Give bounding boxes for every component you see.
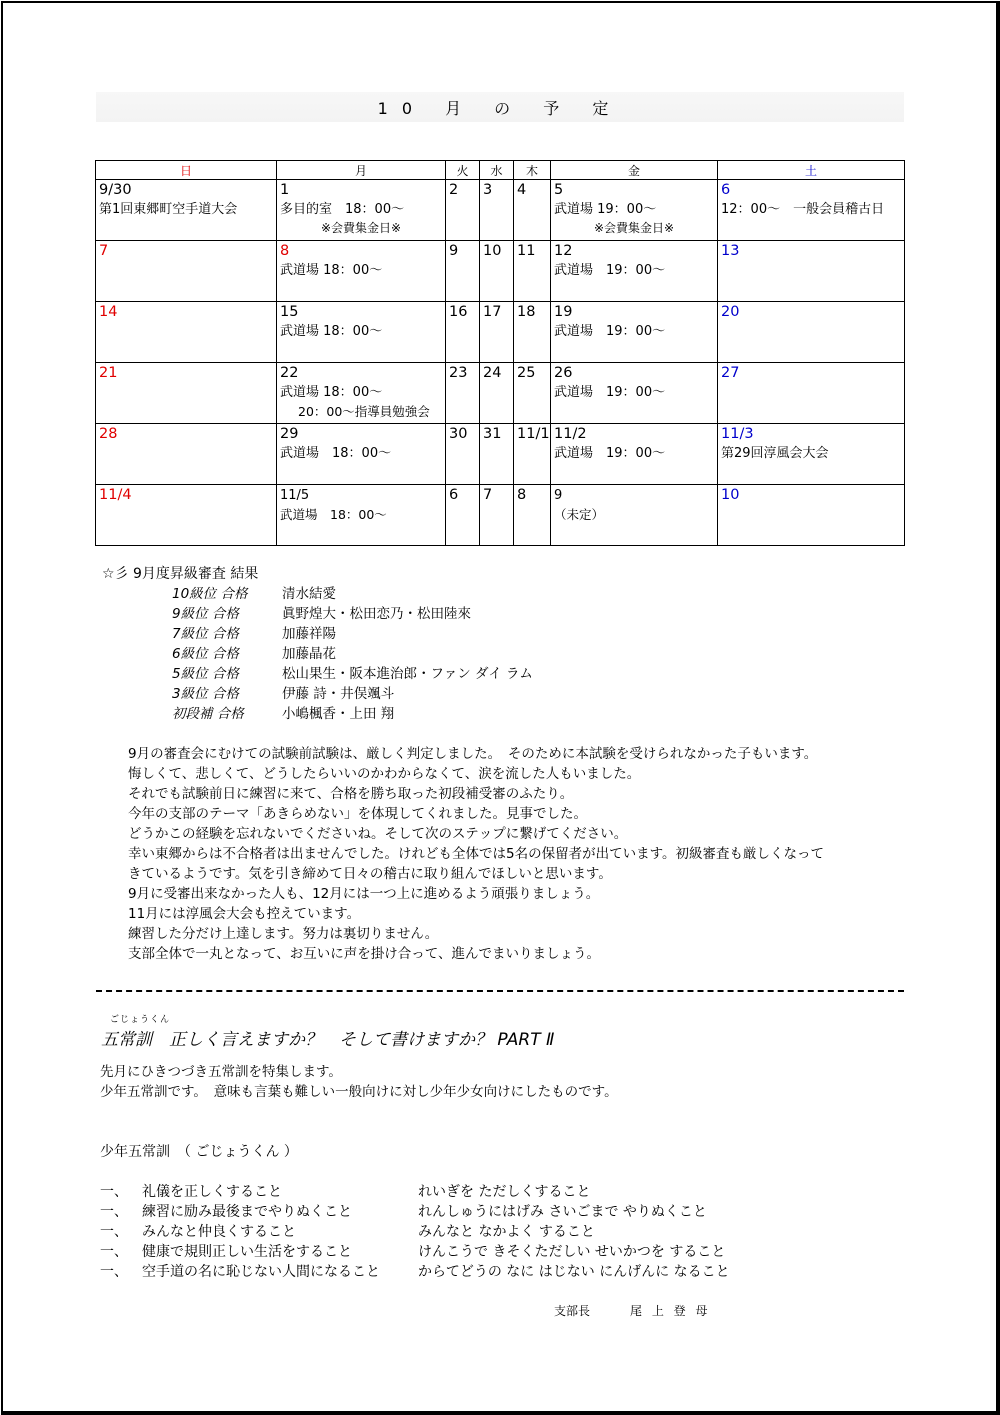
header-fri: 金: [551, 161, 718, 180]
calendar-day-cell: [446, 302, 480, 363]
calendar-day-cell: [551, 363, 718, 424]
item-mark: 一、: [100, 1244, 128, 1260]
result-names: 松山果生・阪本進治郎・ファン ダイ ラム: [282, 666, 533, 682]
calendar-day-cell: [718, 302, 905, 363]
day-number: 12: [554, 243, 573, 259]
signature-role: 支部長: [554, 1304, 591, 1318]
calendar-day-cell: [551, 424, 718, 485]
calendar-day-cell: [718, 180, 905, 241]
results-heading: ☆彡 9月度昇級審査 結果: [102, 566, 259, 582]
message-line: どうかこの経験を忘れないでくださいね。そして次のステップに繋げてください。: [128, 826, 628, 842]
message-line: 今年の支部のテーマ「あきらめない」を体現してくれました。見事でした。: [128, 806, 587, 822]
day-extra: 20：00～指導員勉強会: [298, 404, 430, 419]
message-line: 練習した分だけ上達します。努力は裏切りません。: [128, 926, 439, 942]
gojokun-item: [100, 1182, 730, 1202]
calendar-day-cell: [514, 180, 551, 241]
calendar-day-cell: [277, 363, 446, 424]
calendar-day-cell: [480, 363, 514, 424]
calendar-day-cell: [551, 241, 718, 302]
calendar-day-cell: [446, 363, 480, 424]
gojokun-heading: 少年五常訓 （ ごじょうくん ）: [100, 1144, 298, 1160]
calendar-day-cell: [96, 363, 277, 424]
day-number: 11/2: [554, 426, 587, 442]
item-kana: みんなと なかよく すること: [418, 1224, 595, 1240]
calendar-day-cell: [718, 424, 905, 485]
header-sun: 日: [96, 161, 277, 180]
result-names: 眞野煌大・松田恋乃・松田陸來: [282, 606, 471, 622]
day-event: 武道場 19：00～: [554, 202, 657, 217]
day-number: 11/3: [721, 426, 754, 442]
day-number: 11: [517, 243, 536, 259]
day-note: ※会費集金日※: [320, 221, 402, 235]
result-names: 小嶋楓香・上田 翔: [282, 706, 395, 722]
day-number: 9/30: [99, 182, 132, 198]
result-names: 加藤晶花: [282, 646, 336, 662]
day-number: 9: [449, 243, 459, 259]
result-rank: 10級位 合格: [172, 586, 248, 602]
message-line: 9月の審査会にむけての試験前試験は、厳しく判定しました。 そのために本試験を受けられなかった子もいます。: [128, 746, 818, 762]
calendar-day-cell: [480, 485, 514, 546]
day-number: 11/1: [517, 426, 550, 442]
day-number: 20: [721, 304, 740, 320]
calendar-day-cell: [514, 302, 551, 363]
gojokun-list: [100, 1182, 730, 1282]
message-line: 悔しくて、悲しくて、どうしたらいいのかわからなくて、涙を流した人もいました。: [128, 766, 641, 782]
day-event: 第1回東郷町空手道大会: [99, 202, 238, 217]
day-number: 26: [554, 365, 573, 381]
day-number: 24: [483, 365, 502, 381]
day-event: 武道場 19：00～: [554, 263, 666, 278]
promotion-results: [102, 564, 533, 724]
calendar-week-row: [96, 363, 905, 424]
gojokun-ruby: ごじょうくん: [110, 1015, 171, 1025]
message-line: きているようです。気を引き締めて日々の稽古に取り組んでほしいと思います。: [128, 866, 612, 882]
calendar-day-cell: [480, 302, 514, 363]
calendar-day-cell: [96, 424, 277, 485]
message-line: それでも試験前日に練習に来て、合格を勝ち取った初段補受審のふたり。: [128, 786, 574, 802]
result-rank: 7級位 合格: [172, 626, 239, 642]
day-number: 18: [517, 304, 536, 320]
calendar-day-cell: [96, 241, 277, 302]
day-number: 5: [554, 182, 564, 198]
result-row: [102, 704, 533, 724]
message-line: 9月に受審出来なかった人も、12月には一つ上に進めるよう頑張りましょう。: [128, 886, 600, 902]
schedule-calendar: [95, 160, 905, 546]
calendar-day-cell: [551, 180, 718, 241]
day-number: 6: [721, 182, 731, 198]
item-kanji: 練習に励み最後までやりぬくこと: [142, 1204, 352, 1220]
header-sat: 土: [718, 161, 905, 180]
day-number: 4: [517, 182, 527, 198]
calendar-week-row: [96, 241, 905, 302]
day-number: 3: [483, 182, 493, 198]
day-number: 7: [483, 487, 493, 503]
calendar-day-cell: [96, 302, 277, 363]
result-row: [102, 604, 533, 624]
gojokun-item: [100, 1242, 730, 1262]
gojokun-item: [100, 1202, 730, 1222]
day-number: 8: [280, 243, 290, 259]
result-row: [102, 584, 533, 604]
calendar-day-cell: [446, 424, 480, 485]
calendar-day-cell: [551, 302, 718, 363]
calendar-day-cell: [277, 302, 446, 363]
day-number: 11/4: [99, 487, 132, 503]
day-event: 武道場 18：00～: [280, 263, 383, 278]
day-event: 武道場 19：00～: [554, 446, 666, 461]
day-event: 多目的室 18：00～: [280, 202, 405, 217]
header-wed: 水: [480, 161, 514, 180]
calendar-day-cell: [480, 241, 514, 302]
signature-name: 尾 上 登 母: [630, 1304, 711, 1318]
day-number: 15: [280, 304, 299, 320]
day-number: 14: [99, 304, 118, 320]
day-number: 10: [483, 243, 502, 259]
result-names: 加藤祥陽: [282, 626, 336, 642]
gojokun-title: 五常訓 正しく言えますか？ そして書けますか？ PART Ⅱ: [101, 1030, 555, 1050]
day-number: 6: [449, 487, 459, 503]
header-thu: 木: [514, 161, 551, 180]
calendar-week-row: [96, 180, 905, 241]
message-paragraph: [128, 744, 824, 964]
day-number: 21: [99, 365, 118, 381]
header-mon: 月: [277, 161, 446, 180]
day-number: 27: [721, 365, 740, 381]
calendar-day-cell: [446, 180, 480, 241]
result-rank: 5級位 合格: [172, 666, 239, 682]
gojokun-item: [100, 1262, 730, 1282]
calendar-day-cell: [277, 180, 446, 241]
day-number: 28: [99, 426, 118, 442]
day-number: 31: [483, 426, 502, 442]
day-number: 25: [517, 365, 536, 381]
calendar-day-cell: [514, 424, 551, 485]
item-kanji: 礼儀を正しくすること: [142, 1184, 282, 1200]
day-event: 武道場 18：00～: [280, 385, 383, 400]
header-tue: 火: [446, 161, 480, 180]
day-event: 武道場 18：00～: [280, 324, 383, 339]
item-kana: けんこうで きそくただしい せいかつを すること: [418, 1244, 726, 1260]
day-number: 23: [449, 365, 468, 381]
day-number: 13: [721, 243, 740, 259]
calendar-day-cell: [277, 485, 446, 546]
result-names: 清水結愛: [282, 586, 336, 602]
calendar-day-cell: [277, 424, 446, 485]
message-line: 支部全体で一丸となって、お互いに声を掛け合って、進んでまいりましょう。: [128, 946, 600, 962]
day-number: 1: [280, 182, 290, 198]
calendar-week-row: [96, 302, 905, 363]
item-kanji: 空手道の名に恥じない人間になること: [142, 1264, 380, 1280]
result-row: [102, 644, 533, 664]
calendar-day-cell: [514, 363, 551, 424]
item-kanji: みんなと仲良くすること: [142, 1224, 296, 1240]
item-kana: れんしゅうにはげみ さいごまで やりぬくこと: [418, 1204, 707, 1220]
day-event: 武道場 19：00～: [554, 324, 666, 339]
result-names: 伊藤 詩・井俣颯斗: [282, 686, 395, 702]
result-row: [102, 664, 533, 684]
gojokun-intro: [100, 1062, 618, 1102]
calendar-day-cell: [551, 485, 718, 546]
day-number: 22: [280, 365, 299, 381]
day-number: 19: [554, 304, 573, 320]
day-number: 17: [483, 304, 502, 320]
calendar-day-cell: [718, 485, 905, 546]
calendar-day-cell: [718, 363, 905, 424]
calendar-day-cell: [480, 424, 514, 485]
calendar-day-cell: [480, 180, 514, 241]
message-line: 幸い東郷からは不合格者は出ませんでした。けれども全体では5名の保留者が出ています。初級審査も厳しくなって: [128, 846, 825, 862]
day-note: ※会費集金日※: [593, 221, 675, 235]
calendar-day-cell: [96, 485, 277, 546]
calendar-day-cell: [718, 241, 905, 302]
day-event: 武道場 18：00～: [280, 446, 392, 461]
day-event: 第29回淳風会大会: [721, 446, 829, 461]
intro-line: 少年五常訓です。 意味も言葉も難しい一般向けに対し少年少女向けにしたものです。: [100, 1084, 618, 1100]
item-mark: 一、: [100, 1224, 128, 1240]
day-number: 16: [449, 304, 468, 320]
item-kana: れいぎを ただしくすること: [418, 1184, 591, 1200]
gojokun-item: [100, 1222, 730, 1242]
calendar-day-cell: [446, 485, 480, 546]
result-rank: 6級位 合格: [172, 646, 239, 662]
day-number: 7: [99, 243, 109, 259]
calendar-day-cell: [514, 485, 551, 546]
day-event: 12：00～ 一般会員稽古日: [721, 202, 885, 217]
calendar-day-cell: [277, 241, 446, 302]
item-kana: からてどうの なに はじない にんげんに なること: [418, 1264, 730, 1280]
intro-line: 先月にひきつづき五常訓を特集します。: [100, 1064, 342, 1080]
section-divider: [96, 990, 904, 992]
day-event: （未定）: [554, 507, 605, 522]
day-number: 2: [449, 182, 459, 198]
result-rank: 3級位 合格: [172, 686, 239, 702]
message-line: 11月には淳風会大会も控えています。: [128, 906, 361, 922]
page-title: 10 月 の 予 定: [96, 92, 904, 122]
signature: [554, 1302, 710, 1319]
calendar-day-cell: [514, 241, 551, 302]
day-event: 武道場 18：00～: [280, 507, 387, 522]
day-number: 8: [517, 487, 527, 503]
day-number: 10: [721, 487, 740, 503]
calendar-day-cell: [96, 180, 277, 241]
day-event: 武道場 19：00～: [554, 385, 666, 400]
result-rank: 9級位 合格: [172, 606, 239, 622]
item-mark: 一、: [100, 1184, 128, 1200]
day-number: 30: [449, 426, 468, 442]
day-number: 11/5: [280, 488, 310, 503]
item-mark: 一、: [100, 1204, 128, 1220]
calendar-day-cell: [446, 241, 480, 302]
calendar-week-row: [96, 485, 905, 546]
day-number: 29: [280, 426, 299, 442]
item-mark: 一、: [100, 1264, 128, 1280]
item-kanji: 健康で規則正しい生活をすること: [142, 1244, 352, 1260]
day-number: 9: [554, 488, 563, 503]
calendar-header-row: [96, 161, 905, 180]
result-row: [102, 684, 533, 704]
calendar-week-row: [96, 424, 905, 485]
result-rank: 初段補 合格: [172, 706, 244, 722]
result-row: [102, 624, 533, 644]
